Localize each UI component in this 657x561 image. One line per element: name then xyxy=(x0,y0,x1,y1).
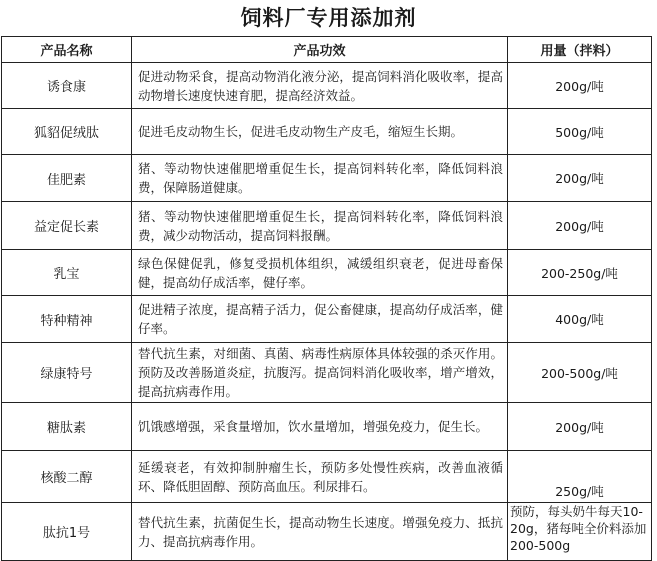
product-effect: 促进精子浓度，提高精子活力，促公畜健康，提高幼仔成活率，健仔率。 xyxy=(132,296,508,343)
product-effect: 延缓衰老，有效抑制肿瘤生长，预防多处慢性疾病，改善血液循环、降低胆固醇、预防高血压。利尿排石。 xyxy=(132,451,508,503)
product-dosage: 200g/吨 xyxy=(508,155,652,202)
additive-table xyxy=(1,36,652,561)
product-dosage: 200g/吨 xyxy=(508,202,652,250)
product-effect: 替代抗生素，对细菌、真菌、病毒性病原体具体较强的杀灭作用。预防及改善肠道炎症，抗腹泻。提高饲料消化吸收率，增产增效，提高抗病毒作用。 xyxy=(132,343,508,403)
product-effect: 猪、等动物快速催肥增重促生长，提高饲料转化率，降低饲料浪费，保障肠道健康。 xyxy=(132,155,508,202)
table-row xyxy=(2,202,652,250)
table-row xyxy=(2,296,652,343)
product-dosage: 预防，每头奶牛每天10-20g，猪每吨全价料添加200-500g xyxy=(508,503,652,561)
product-effect: 促进毛皮动物生长，促进毛皮动物生产皮毛，缩短生长期。 xyxy=(132,109,508,155)
product-name: 核酸二醇 xyxy=(2,451,132,503)
table-header-row xyxy=(2,37,652,63)
product-effect: 饥饿感增强，采食量增加，饮水量增加，增强免疫力，促生长。 xyxy=(132,403,508,451)
product-name: 乳宝 xyxy=(2,250,132,296)
product-dosage: 200-500g/吨 xyxy=(508,343,652,403)
table-row xyxy=(2,155,652,202)
header-product-name: 产品名称 xyxy=(2,37,132,63)
product-dosage: 250g/吨 xyxy=(508,451,652,503)
product-dosage: 500g/吨 xyxy=(508,109,652,155)
product-name: 绿康特号 xyxy=(2,343,132,403)
product-dosage: 200g/吨 xyxy=(508,63,652,109)
product-name: 佳肥素 xyxy=(2,155,132,202)
header-product-effect: 产品功效 xyxy=(132,37,508,63)
product-effect: 促进动物采食，提高动物消化液分泌，提高饲料消化吸收率，提高动物增长速度快速育肥，提高经济效益。 xyxy=(132,63,508,109)
product-effect: 猪、等动物快速催肥增重促生长，提高饲料转化率，降低饲料浪费，减少动物活动，提高饲料报酬。 xyxy=(132,202,508,250)
product-dosage: 400g/吨 xyxy=(508,296,652,343)
product-name: 特种精神 xyxy=(2,296,132,343)
table-row xyxy=(2,403,652,451)
product-name: 狐貂促绒肽 xyxy=(2,109,132,155)
product-name: 益定促长素 xyxy=(2,202,132,250)
page-title: 饲料厂专用添加剂 xyxy=(240,5,417,30)
table-row xyxy=(2,109,652,155)
product-name: 糖肽素 xyxy=(2,403,132,451)
table-row xyxy=(2,451,652,503)
product-dosage: 200-250g/吨 xyxy=(508,250,652,296)
product-dosage: 200g/吨 xyxy=(508,403,652,451)
table-row xyxy=(2,250,652,296)
header-dosage: 用量（拌料） xyxy=(508,37,652,63)
product-effect: 绿色保健促乳，修复受损机体组织，减缓组织衰老，促进母畜保健，提高幼仔成活率，健仔率。 xyxy=(132,250,508,296)
product-name: 诱食康 xyxy=(2,63,132,109)
product-effect: 替代抗生素，抗菌促生长，提高动物生长速度。增强免疫力、抵抗力、提高抗病毒作用。 xyxy=(132,503,508,561)
table-row xyxy=(2,343,652,403)
table-row xyxy=(2,63,652,109)
product-name: 肽抗1号 xyxy=(2,503,132,561)
